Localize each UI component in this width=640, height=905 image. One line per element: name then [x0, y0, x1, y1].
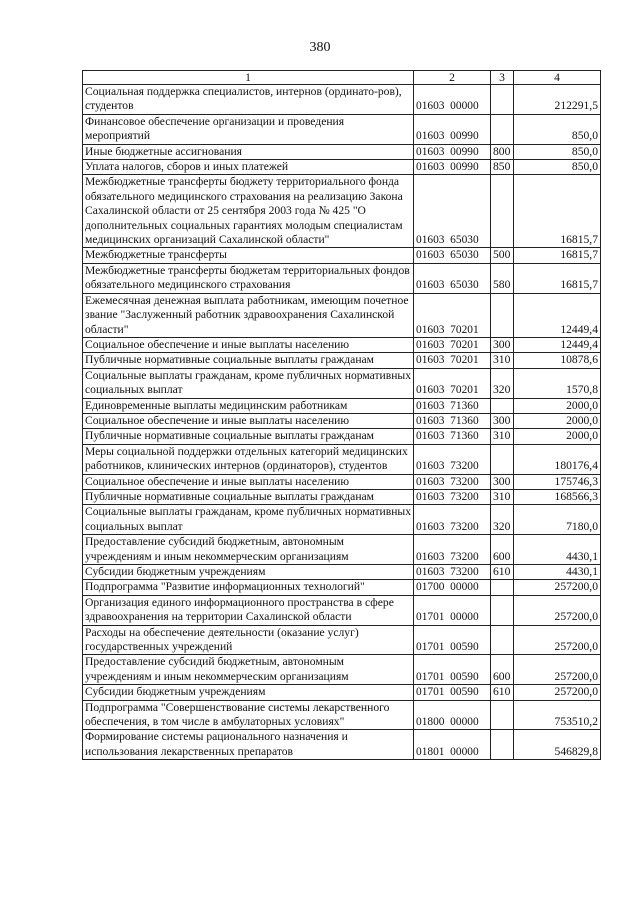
cell-kind — [491, 595, 514, 625]
cell-kind: 310 — [491, 489, 514, 504]
cell-code: 01603 00990 — [414, 160, 491, 175]
cell-name: Организация единого информационного пространства в сфере здравоохранения на территории Сахалинской области — [83, 595, 414, 625]
cell-code: 01603 73200 — [414, 565, 491, 580]
cell-kind — [491, 580, 514, 595]
cell-amount: 257200,0 — [514, 580, 601, 595]
budget-table — [82, 70, 601, 760]
cell-amount: 12449,4 — [514, 293, 601, 337]
cell-amount: 2000,0 — [514, 413, 601, 428]
cell-name: Публичные нормативные социальные выплаты гражданам — [83, 429, 414, 444]
cell-name: Социальная поддержка специалистов, интернов (ординато-ров), студентов — [83, 85, 414, 115]
cell-amount: 753510,2 — [514, 700, 601, 730]
cell-kind — [491, 730, 514, 760]
header-amount: 4 — [514, 71, 601, 85]
header-kind: 3 — [491, 71, 514, 85]
cell-code: 01701 00590 — [414, 685, 491, 700]
cell-code: 01603 70201 — [414, 368, 491, 398]
cell-amount: 2000,0 — [514, 398, 601, 413]
cell-amount: 257200,0 — [514, 685, 601, 700]
cell-code: 01603 71360 — [414, 398, 491, 413]
table-row — [83, 595, 601, 625]
cell-amount: 16815,7 — [514, 263, 601, 293]
cell-name: Расходы на обеспечение деятельности (оказание услуг) государственных учреждений — [83, 625, 414, 655]
cell-amount: 175746,3 — [514, 474, 601, 489]
table-row — [83, 444, 601, 474]
cell-name: Межбюджетные трансферты бюджетам территориальных фондов обязательного медицинского страхования — [83, 263, 414, 293]
table-row — [83, 114, 601, 144]
cell-code: 01700 00000 — [414, 580, 491, 595]
page-number: 380 — [309, 40, 331, 55]
cell-amount: 257200,0 — [514, 595, 601, 625]
cell-name: Социальное обеспечение и иные выплаты населению — [83, 474, 414, 489]
cell-name: Подпрограмма "Развитие информационных технологий" — [83, 580, 414, 595]
table-row — [83, 368, 601, 398]
cell-kind — [491, 114, 514, 144]
table-row — [83, 398, 601, 413]
cell-kind: 800 — [491, 144, 514, 159]
cell-name: Социальное обеспечение и иные выплаты населению — [83, 337, 414, 352]
cell-amount: 212291,5 — [514, 85, 601, 115]
cell-kind — [491, 398, 514, 413]
cell-name: Единовременные выплаты медицинским работникам — [83, 398, 414, 413]
cell-name: Формирование системы рационального назначения и использования лекарственных препаратов — [83, 730, 414, 760]
cell-name: Меры социальной поддержки отдельных категорий медицинских работников, клинических интернов (ординаторов), студентов — [83, 444, 414, 474]
table-row — [83, 655, 601, 685]
cell-kind: 310 — [491, 353, 514, 368]
cell-kind: 580 — [491, 263, 514, 293]
cell-kind: 300 — [491, 474, 514, 489]
header-code: 2 — [414, 71, 491, 85]
table-row — [83, 625, 601, 655]
cell-name: Публичные нормативные социальные выплаты гражданам — [83, 353, 414, 368]
cell-amount: 16815,7 — [514, 175, 601, 248]
cell-code: 01603 70201 — [414, 293, 491, 337]
cell-code: 01603 70201 — [414, 353, 491, 368]
cell-code: 01603 00990 — [414, 144, 491, 159]
cell-kind: 300 — [491, 337, 514, 352]
cell-kind: 600 — [491, 535, 514, 565]
cell-code: 01701 00590 — [414, 655, 491, 685]
table-row — [83, 248, 601, 263]
cell-code: 01603 71360 — [414, 413, 491, 428]
cell-name: Предоставление субсидий бюджетным, автономным учреждениям и иным некоммерческим организациям — [83, 535, 414, 565]
table-row — [83, 263, 601, 293]
cell-name: Социальное обеспечение и иные выплаты населению — [83, 413, 414, 428]
cell-amount: 168566,3 — [514, 489, 601, 504]
table-row — [83, 337, 601, 352]
table-row — [83, 685, 601, 700]
cell-name: Социальные выплаты гражданам, кроме публичных нормативных социальных выплат — [83, 368, 414, 398]
cell-kind: 300 — [491, 413, 514, 428]
cell-amount: 16815,7 — [514, 248, 601, 263]
cell-amount: 257200,0 — [514, 655, 601, 685]
cell-amount: 2000,0 — [514, 429, 601, 444]
cell-amount: 257200,0 — [514, 625, 601, 655]
cell-name: Подпрограмма "Совершенствование системы лекарственного обеспечения, в том числе в амбулаторных условиях" — [83, 700, 414, 730]
cell-kind — [491, 700, 514, 730]
table-row — [83, 565, 601, 580]
table-row — [83, 474, 601, 489]
cell-amount: 4430,1 — [514, 565, 601, 580]
table-row — [83, 353, 601, 368]
table-row — [83, 580, 601, 595]
cell-name: Предоставление субсидий бюджетным, автономным учреждениям и иным некоммерческим организациям — [83, 655, 414, 685]
cell-name: Межбюджетные трансферты бюджету территориального фонда обязательного медицинского страхования на реализацию Закона Сахалинской области от 25 сентября 2003 года № 425 "О дополнительных социальных гарантиях молодым специалистам медицинских организаций Сахалинской области" — [83, 175, 414, 248]
cell-amount: 850,0 — [514, 160, 601, 175]
cell-code: 01603 73200 — [414, 444, 491, 474]
cell-name: Финансовое обеспечение организации и проведения мероприятий — [83, 114, 414, 144]
cell-code: 01603 73200 — [414, 535, 491, 565]
cell-kind — [491, 444, 514, 474]
cell-name: Социальные выплаты гражданам, кроме публичных нормативных социальных выплат — [83, 505, 414, 535]
cell-name: Межбюджетные трансферты — [83, 248, 414, 263]
cell-name: Уплата налогов, сборов и иных платежей — [83, 160, 414, 175]
cell-kind: 610 — [491, 565, 514, 580]
table-row — [83, 175, 601, 248]
cell-kind: 310 — [491, 429, 514, 444]
cell-code: 01603 65030 — [414, 175, 491, 248]
cell-name: Ежемесячная денежная выплата работникам, имеющим почетное звание "Заслуженный работник здравоохранения Сахалинской области" — [83, 293, 414, 337]
cell-code: 01603 71360 — [414, 429, 491, 444]
cell-code: 01603 73200 — [414, 489, 491, 504]
cell-name: Публичные нормативные социальные выплаты гражданам — [83, 489, 414, 504]
cell-kind: 610 — [491, 685, 514, 700]
table-row — [83, 489, 601, 504]
table-row — [83, 730, 601, 760]
cell-code: 01603 70201 — [414, 337, 491, 352]
cell-code: 01603 00990 — [414, 114, 491, 144]
table-row — [83, 85, 601, 115]
cell-code: 01701 00590 — [414, 625, 491, 655]
header-name: 1 — [83, 71, 414, 85]
cell-amount: 180176,4 — [514, 444, 601, 474]
table-row — [83, 505, 601, 535]
cell-kind: 320 — [491, 368, 514, 398]
cell-kind — [491, 175, 514, 248]
cell-amount: 1570,8 — [514, 368, 601, 398]
cell-amount: 850,0 — [514, 144, 601, 159]
cell-kind — [491, 85, 514, 115]
cell-kind: 600 — [491, 655, 514, 685]
table-row — [83, 160, 601, 175]
cell-code: 01603 00000 — [414, 85, 491, 115]
cell-name: Иные бюджетные ассигнования — [83, 144, 414, 159]
cell-amount: 850,0 — [514, 114, 601, 144]
table-header-row — [83, 71, 601, 85]
cell-kind: 850 — [491, 160, 514, 175]
cell-amount: 12449,4 — [514, 337, 601, 352]
cell-code: 01701 00000 — [414, 595, 491, 625]
table-row — [83, 144, 601, 159]
cell-code: 01603 73200 — [414, 474, 491, 489]
cell-kind — [491, 625, 514, 655]
cell-name: Субсидии бюджетным учреждениям — [83, 565, 414, 580]
table-row — [83, 429, 601, 444]
cell-amount: 7180,0 — [514, 505, 601, 535]
cell-code: 01603 65030 — [414, 248, 491, 263]
cell-name: Субсидии бюджетным учреждениям — [83, 685, 414, 700]
cell-code: 01801 00000 — [414, 730, 491, 760]
cell-kind: 320 — [491, 505, 514, 535]
cell-amount: 10878,6 — [514, 353, 601, 368]
cell-amount: 546829,8 — [514, 730, 601, 760]
cell-kind — [491, 293, 514, 337]
table-row — [83, 293, 601, 337]
table-row — [83, 535, 601, 565]
table-body — [83, 85, 601, 760]
table-row — [83, 700, 601, 730]
cell-code: 01603 73200 — [414, 505, 491, 535]
table-row — [83, 413, 601, 428]
cell-code: 01800 00000 — [414, 700, 491, 730]
cell-kind: 500 — [491, 248, 514, 263]
cell-amount: 4430,1 — [514, 535, 601, 565]
cell-code: 01603 65030 — [414, 263, 491, 293]
